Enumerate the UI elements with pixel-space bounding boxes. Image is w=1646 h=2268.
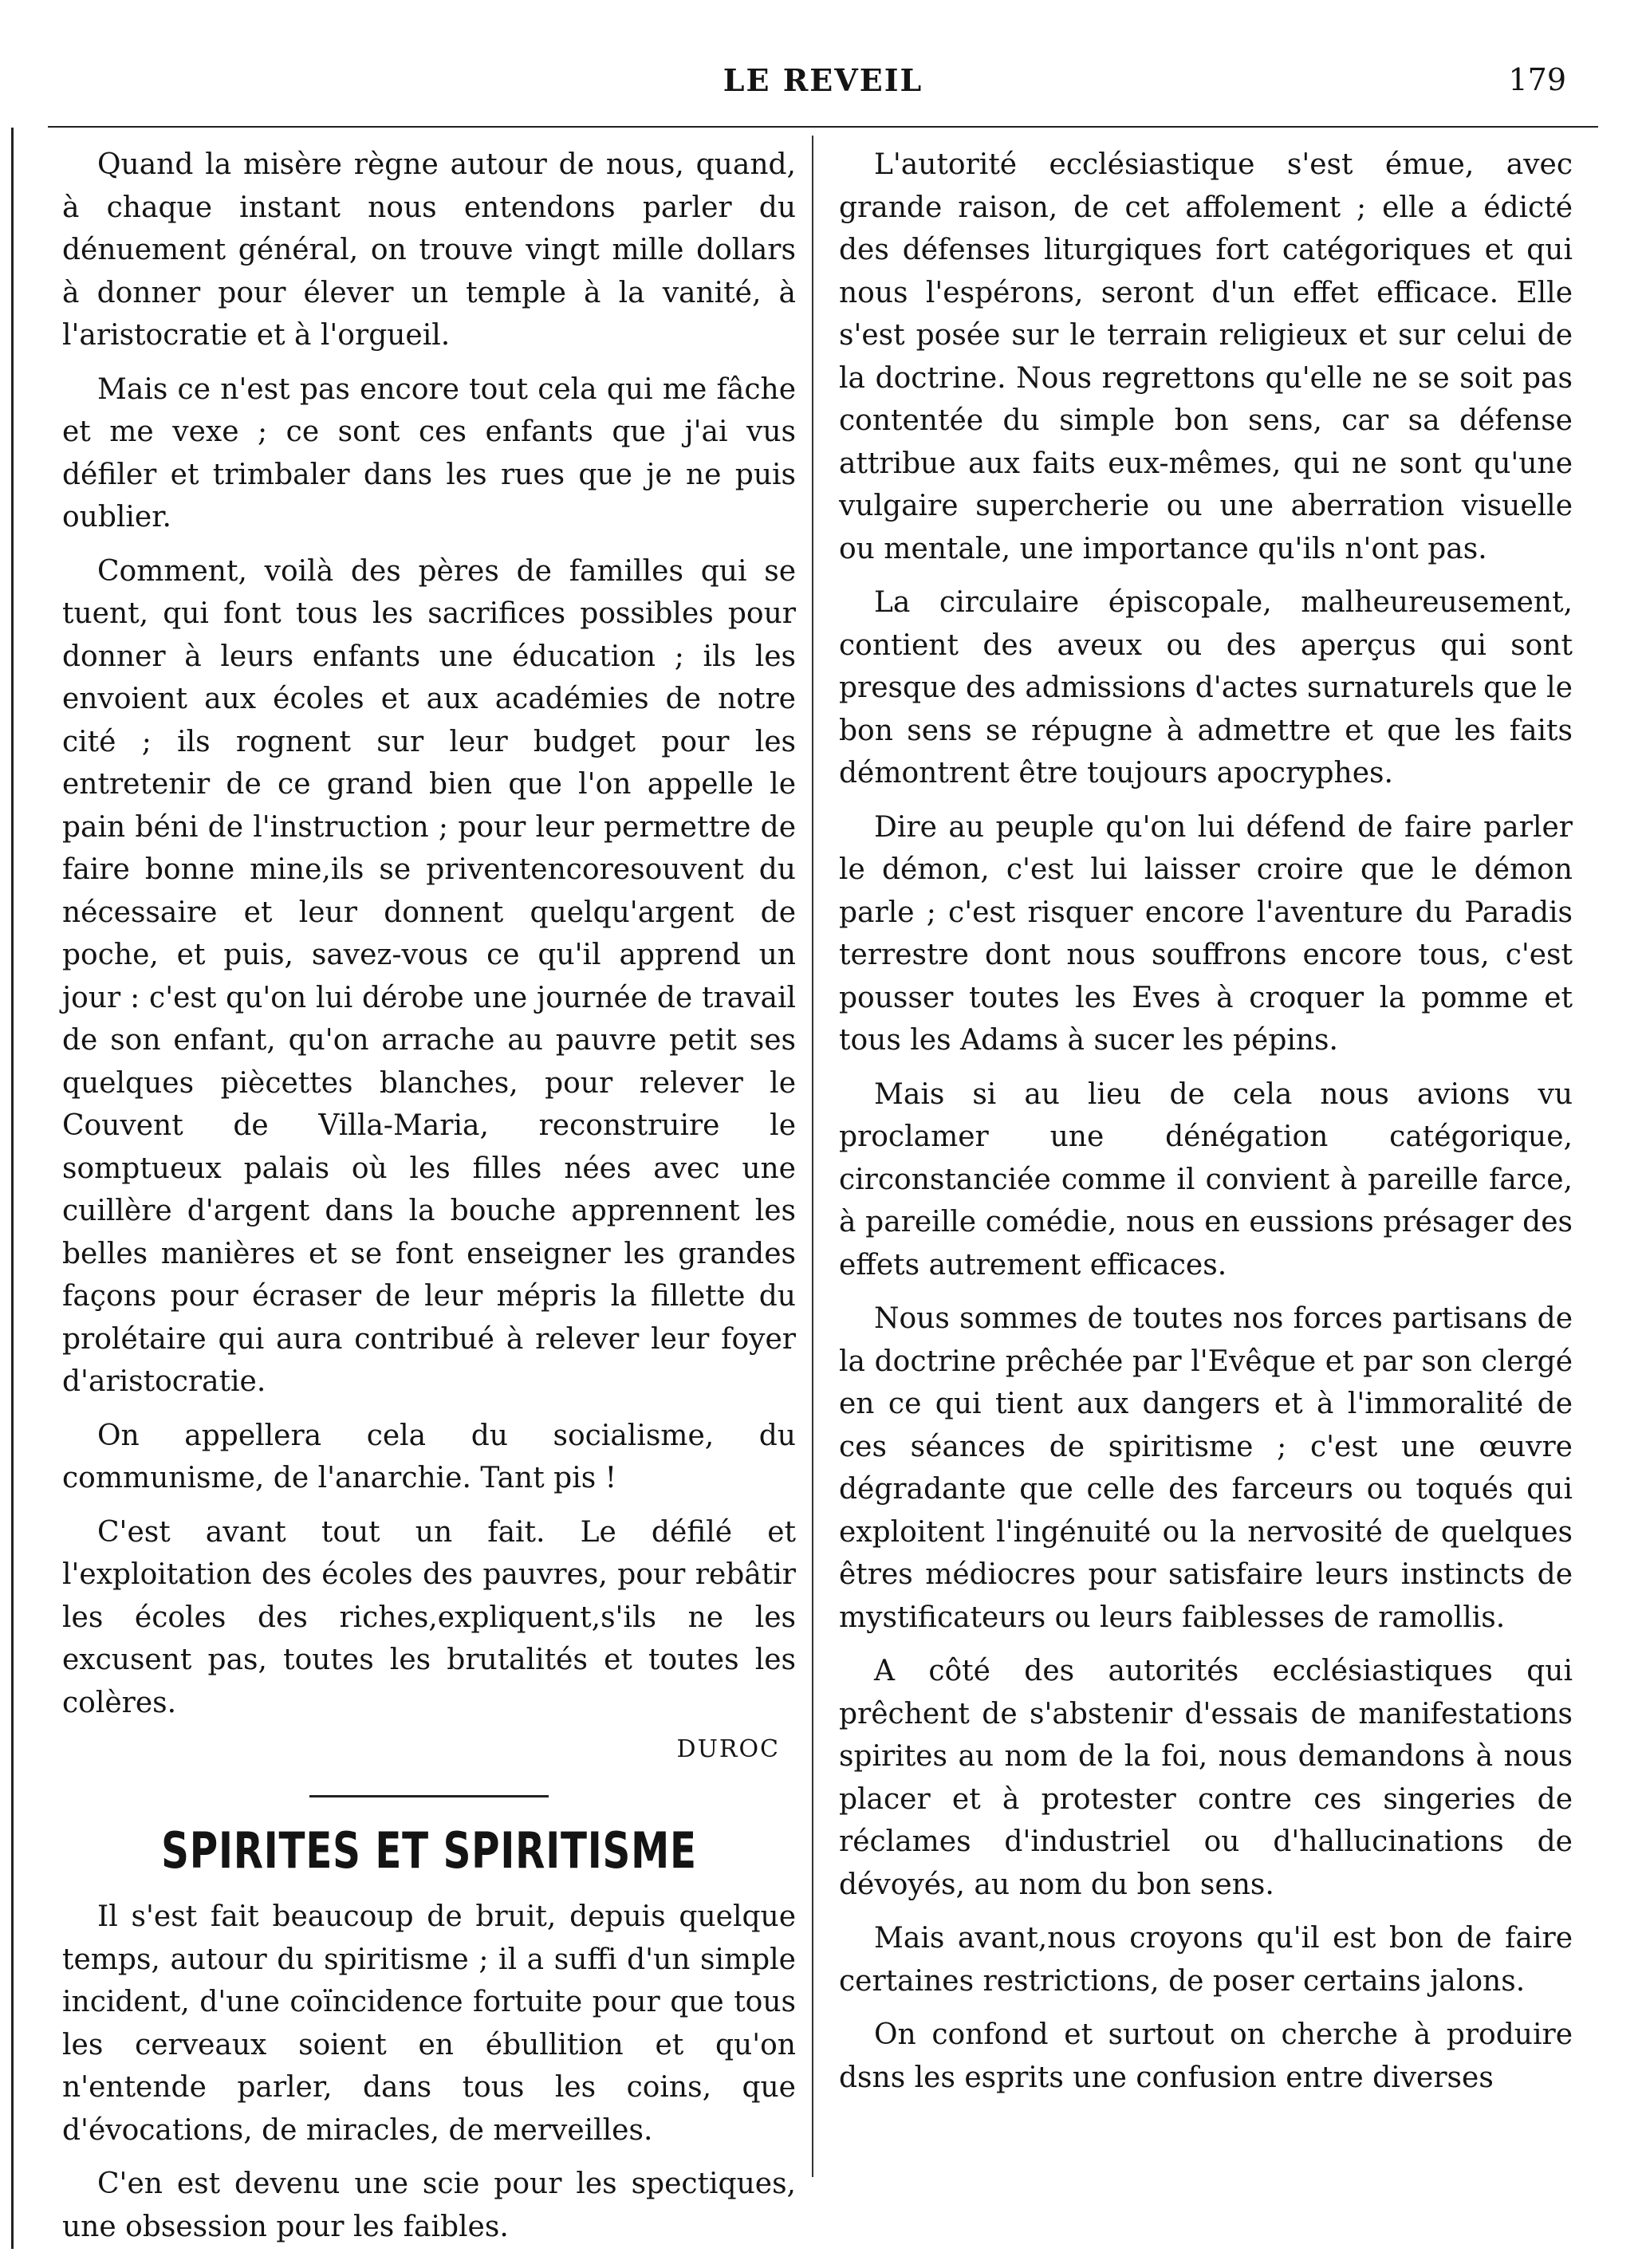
paragraph: On appellera cela du socialisme, du communisme, de l'anarchie. Tant pis ! [62,1419,796,1494]
paragraph: On confond et surtout on cherche à produire dsns les esprits une confusion entre diverses [839,2018,1573,2094]
section-title: SPIRITES ET SPIRITISME [161,1821,697,1880]
paragraph: Quand la misère règne autour de nous, quand, à chaque instant nous entendons parler du dénuement général, on trouve vingt mille dollars à donner pour élever un temple à la vanité, à l'aristocratie et à l'orgueil. [62,148,796,352]
paragraph: Mais avant,nous croyons qu'il est bon de faire certaines restrictions, de poser certains jalons. [839,1922,1573,1998]
author-signature: DUROC [676,1735,780,1763]
running-title: LE REVEIL [723,62,923,98]
paragraph: Mais ce n'est pas encore tout cela qui me fâche et me vexe ; ce sont ces enfants que j'ai vus défiler et trimbaler dans les rues que je ne puis oublier. [62,372,796,534]
header-rule [48,126,1598,128]
paragraph: Nous sommes de toutes nos forces partisans de la doctrine prêchée par l'Evêque et par son clergé en ce qui tient aux dangers et à l'immoralité de ces séances de spiritisme ; c'est une œuvre dégradante que celle des farceurs ou toqués qui exploitent l'ingénuité ou la nervosité de quelques êtres médiocres pour satisfaire leurs instincts de mystificateurs ou leurs faiblesses de ramollis. [839,1302,1573,1634]
paragraph: Il s'est fait beaucoup de bruit, depuis quelque temps, autour du spiritisme ; il a suffi d'un simple incident, d'une coïncidence fortuite pour que tous les cerveaux soient en ébullition et qu'on n'entende parler, dans tous les coins, que d'évocations, de miracles, de merveilles. [62,1900,796,2147]
page-header [48,62,1598,110]
left-column [62,144,796,2259]
section-rule [309,1795,549,1797]
right-column [839,144,1573,2110]
column-divider [812,136,813,2177]
paragraph: Dire au peuple qu'on lui défend de faire parler le démon, c'est lui laisser croire que le démon parle ; c'est risquer encore l'aventure du Paradis terrestre dont nous souffrons encore tous, c'est pousser toutes les Eves à croquer la pomme et tous les Adams à sucer les pépins. [839,810,1573,1057]
paragraph: Mais si au lieu de cela nous avions vu proclamer une dénégation catégorique, circonstanciée comme il convient à pareille farce, à pareille comédie, nous en eussions présager des effets autrement efficaces. [839,1077,1573,1282]
paragraph: La circulaire épiscopale, malheureusement, contient des aveux ou des aperçus qui sont presque des admissions d'actes surnaturels que le bon sens se répugne à admettre et que les faits démontrent être toujours apocryphes. [839,586,1573,789]
paragraph: Comment, voilà des pères de familles qui se tuent, qui font tous les sacrifices possibles pour donner à leurs enfants une éducation ; ils les envoient aux écoles et aux académies de notre cité ; ils rognent sur leur budget pour les entretenir de ce grand bien que l'on appelle le pain béni de l'instruction ; pour leur permettre de faire bonne mine,ils se priventencoresouvent du nécessaire et leur donnent quelqu'argent de poche, et puis, savez-vous ce qu'il apprend un jour : c'est qu'on lui dérobe une journée de travail de son enfant, qu'on arrache au pauvre petit ses quelques piècettes blanches, pour relever le Couvent de Villa-Maria, reconstruire le somptueux palais où les filles nées avec une cuillère d'argent dans la bouche apprennent les belles manières et se font enseigner les grandes façons pour écraser de leur mépris la fillette du prolétaire qui aura contribué à relever leur foyer d'aristocratie. [62,554,796,1398]
paragraph: C'est avant tout un fait. Le défilé et l'exploitation des écoles des pauvres, pour rebâtir les écoles des riches,expliquent,s'ils ne les excusent pas, toutes les brutalités et toutes les colères. [62,1515,796,1719]
paragraph: A côté des autorités ecclésiastiques qui prêchent de s'abstenir d'essais de manifestations spirites au nom de la foi, nous demandons à nous placer et à protester contre ces singeries de réclames d'industriel ou d'hallucinations de dévoyés, au nom du bon sens. [839,1655,1573,1901]
paragraph: C'en est devenu une scie pour les spectiques, une obsession pour les faibles. [62,2168,796,2243]
page-edge-line [11,128,14,2249]
page-number: 179 [1508,62,1566,97]
paragraph: L'autorité ecclésiastique s'est émue, avec grande raison, de cet affolement ; elle a édicté des défenses liturgiques fort catégoriques et qui nous l'espérons, seront d'un effet efficace. Elle s'est posée sur le terrain religieux et sur celui de la doctrine. Nous regrettons qu'elle ne se soit pas contentée du simple bon sens, car sa défense attribue aux faits eux-mêmes, qui ne sont qu'une vulgaire supercherie ou une aberration visuelle ou mentale, une importance qu'ils n'ont pas. [839,148,1573,565]
